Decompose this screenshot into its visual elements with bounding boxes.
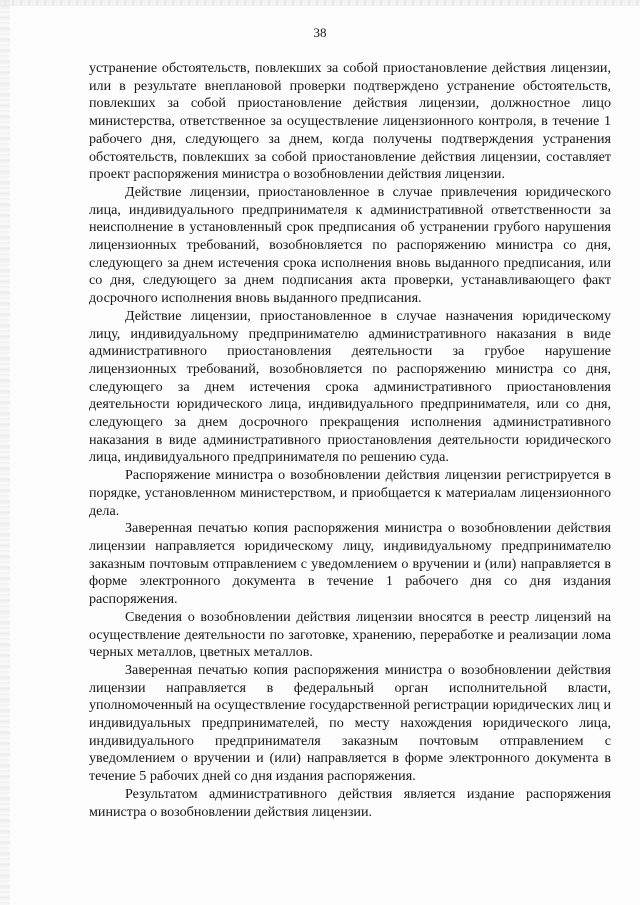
scan-edge-top bbox=[0, 0, 640, 6]
paragraph: Заверенная печатью копия распоряжения министра о возобновлении действия лицензии направляется в федеральный орган исполнительной власти, уполномоченный на осуществление государственной регистрации юридических лиц и индивидуальных предпринимателей, по месту нахождения юридического лица, индивидуального предпринимателя заказным почтовым отправлением с уведомлением о вручении и (или) направляется в форме электронного документа в течение 5 рабочих дней со дня издания распоряжения. bbox=[89, 661, 611, 785]
paragraph-continuation: устранение обстоятельств, повлекших за собой приостановление действия лицензии, или в результате внеплановой проверки подтверждено устранение обстоятельств, повлекших за собой приостановление действия лицензии, должностное лицо министерства, ответственное за осуществление лицензионного контроля, в течение 1 рабочего дня, следующего за днем, когда получены подтверждения устранения обстоятельств, повлекших за собой приостановление действия лицензии, составляет проект распоряжения министра о возобновлении действия лицензии. bbox=[89, 60, 611, 183]
paragraph: Распоряжение министра о возобновлении действия лицензии регистрируется в порядке, установленном министерством, и приобщается к материалам лицензионного дела. bbox=[89, 467, 611, 519]
document-body bbox=[89, 60, 611, 821]
paragraph: Действие лицензии, приостановленное в случае привлечения юридического лица, индивидуального предпринимателя к административной ответственности за неисполнение в установленный срок предписания об устранении грубого нарушения лицензионных требований, возобновляется по распоряжению министра со дня, следующего за днем истечения срока исполнения вновь выданного предписания, или со дня, следующего за днем подписания акта проверки, устанавливающего факт досрочного исполнения вновь выданного предписания. bbox=[89, 183, 611, 307]
paragraph: Сведения о возобновлении действия лицензии вносятся в реестр лицензий на осуществление деятельности по заготовке, хранению, переработке и реализации лома черных металлов, цветных металлов. bbox=[89, 608, 611, 661]
page-number: 38 bbox=[313, 25, 327, 40]
scan-edge-left bbox=[0, 0, 10, 905]
paragraph: Действие лицензии, приостановленное в случае назначения юридическому лицу, индивидуальному предпринимателю административного наказания в виде административного приостановления деятельности за грубое нарушение лицензионных требований, возобновляется по распоряжению министра со дня, следующего за днем истечения срока административного приостановления деятельности юридического лица, индивидуального предпринимателя, или со дня, следующего за днем досрочного прекращения исполнения административного наказания в виде административного приостановления деятельности юридического лица, индивидуального предпринимателя по решению суда. bbox=[89, 307, 611, 466]
paragraph: Заверенная печатью копия распоряжения министра о возобновлении действия лицензии направляется юридическому лицу, индивидуальному предпринимателю заказным почтовым отправлением с уведомлением о вручении и (или) направляется в форме электронного документа в течение 1 рабочего дня со дня издания распоряжения. bbox=[89, 520, 611, 608]
paragraph: Результатом административного действия является издание распоряжения министра о возобновлении действия лицензии. bbox=[89, 785, 611, 820]
